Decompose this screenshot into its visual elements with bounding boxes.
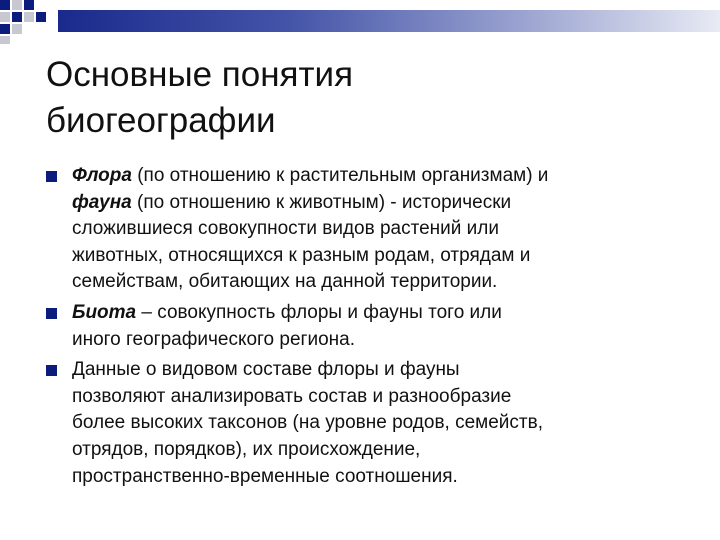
decor-square [0,24,10,34]
term-highlight: Флора [72,165,132,186]
line-text: позволяют анализировать состав и разнообразие [72,385,512,407]
line-text: Данные о видовом составе флоры и фауны [72,359,460,381]
line-text: более высоких таксонов (на уровне родов, семейств, [72,412,543,434]
decor-square [24,0,34,10]
bullet-line [72,163,686,190]
line-text: отрядов, порядков), их происхождение, [72,438,421,460]
bullet-square-icon [46,171,57,182]
title-line: биогеографии [46,101,276,140]
bullet-item [46,300,686,353]
line-text: – совокупность флоры и фауны того или [136,301,502,323]
line-text: животных, относящихся к разным родам, отрядам и [72,244,531,266]
line-text: семействам, обитающих на данной территории. [72,271,498,293]
decor-square [24,12,34,22]
bullet-line [72,464,686,491]
decor-square [12,24,22,34]
decor-square [0,36,10,44]
bullet-item [46,163,686,296]
decor-square [12,0,22,10]
bullet-line [72,216,686,243]
decor-square [0,12,10,22]
bullet-item [46,357,686,490]
bullet-line [72,327,686,354]
line-text: иного географического региона. [72,328,355,350]
bullet-line [72,269,686,296]
bullet-square-icon [46,308,57,319]
term-highlight: фауна [72,191,132,213]
bullet-square-icon [46,365,57,376]
title-line: Основные понятия [46,55,354,94]
term-highlight: Биота [72,301,137,323]
bullet-line [72,384,686,411]
line-text: пространственно-временные соотношения. [72,465,458,487]
bullet-line [72,437,686,464]
bullet-line [72,243,686,270]
bullet-line [72,300,686,327]
bullet-line [72,190,686,217]
line-text: (по отношению к животным) - исторически [131,191,512,213]
decor-square [36,12,46,22]
line-text: (по отношению к растительным организмам) и [131,165,549,186]
bullet-line [72,357,686,384]
decor-square [12,12,22,22]
line-text: сложившиеся совокупности видов растений или [72,218,499,240]
decor-square [0,0,10,10]
slide-title [46,52,666,144]
bullet-line [72,410,686,437]
bullet-list [46,163,686,494]
corner-decoration [0,0,60,45]
header-gradient-band [58,10,720,32]
